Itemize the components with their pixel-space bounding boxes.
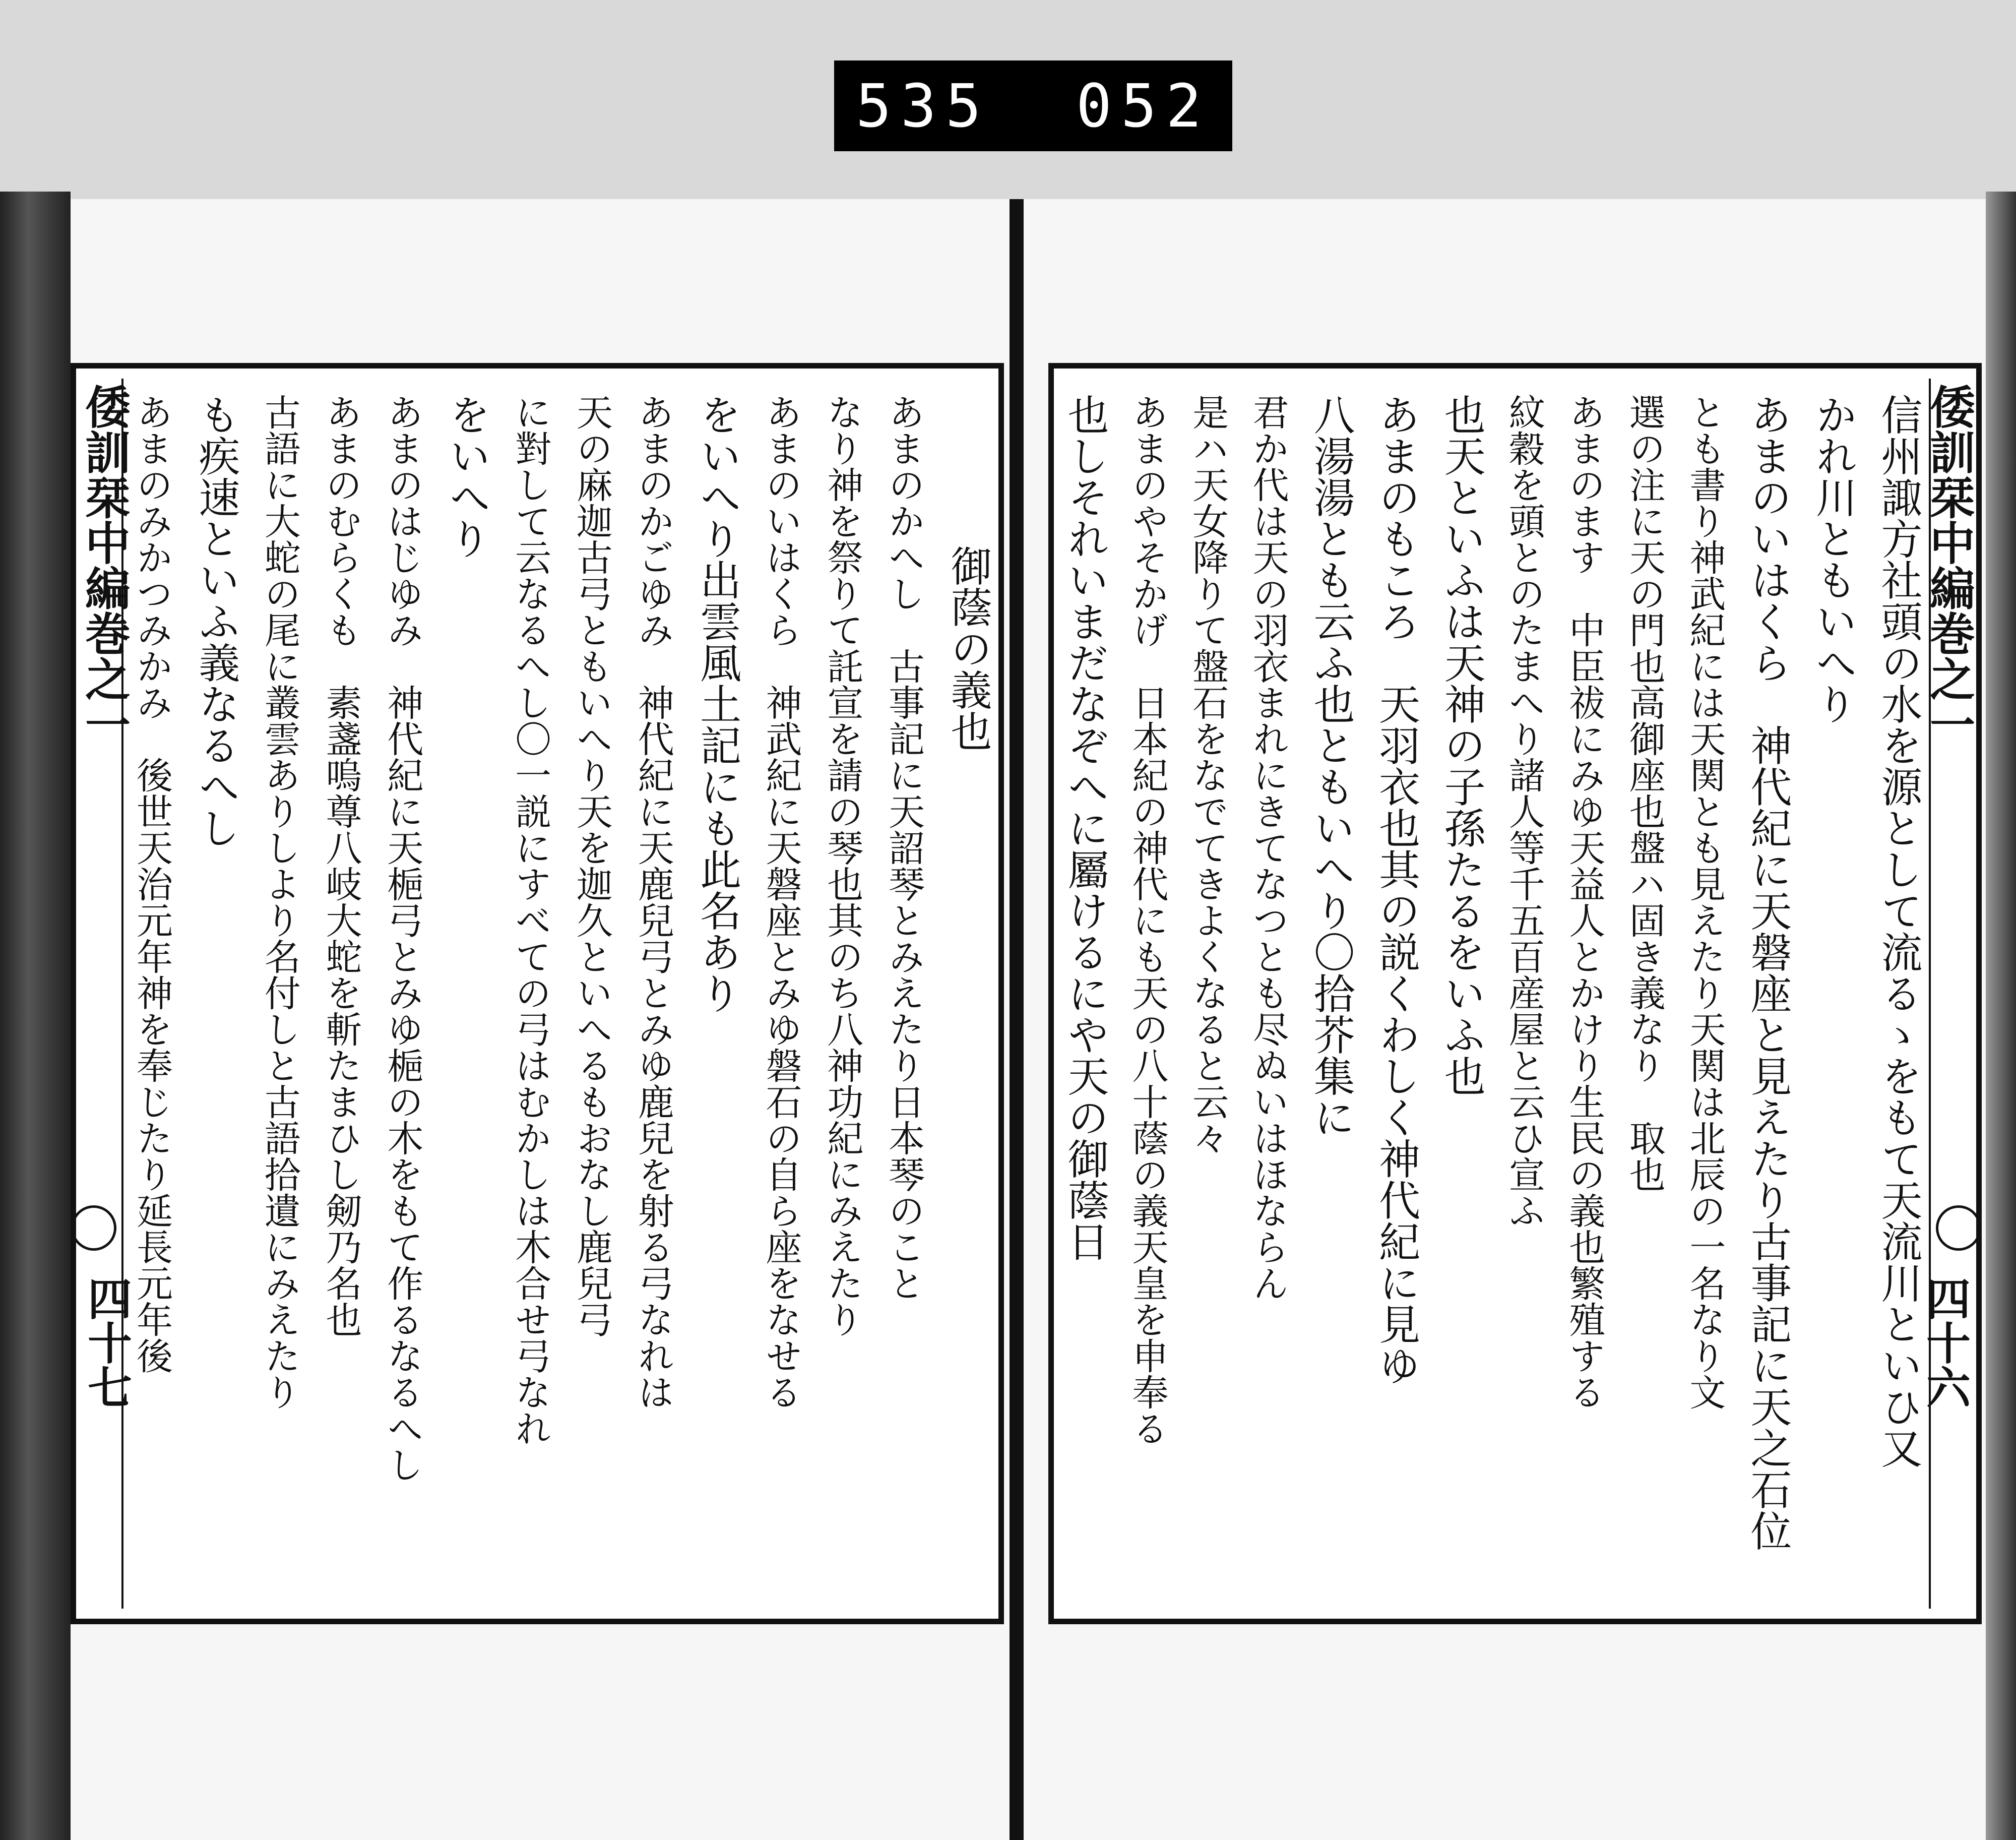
text-column: あまのいはくら 神武紀に天磐座とみゆ磐石の自ら座をなせる [760, 394, 802, 1410]
book-edge-right [1986, 192, 2016, 1840]
text-column: をいへり [443, 394, 491, 559]
text-column: あまのむらくも 素盞嗚尊八岐大蛇を斬たまひし剱乃名也 [320, 394, 362, 1337]
left-page-frame [121, 379, 998, 1609]
left-page-number: 四十七 [81, 1276, 133, 1409]
text-column: 天の麻迦古弓ともいへり天を迦久といへるもおなし鹿兒弓 [570, 394, 613, 1337]
text-column: あまのます 中臣祓にみゆ天益人とかけり生民の義也繁殖する [1563, 394, 1606, 1410]
text-column: あまのかへし 古事記に天詔琴とみえたり日本琴のこと [883, 394, 925, 1301]
catalog-label [834, 60, 1232, 151]
left-page-margin-title: 倭訓栞中編巻之一 [77, 384, 131, 747]
text-column: 也しそれいまだなぞへに屬けるにや天の御蔭日 [1061, 394, 1109, 1262]
text-column: あまのいはくら 神代紀に天磐座と見えたり古事記に天之石位 [1743, 394, 1792, 1551]
text-column: 君か代は天の羽衣まれにきてなつとも尽ぬいはほならん [1246, 394, 1289, 1301]
text-column: をいへり出雲風土記にも此名あり [693, 394, 741, 1014]
text-column: 也天といふは天神の子孫たるをいふ也 [1437, 394, 1486, 1096]
book-gutter [1010, 199, 1024, 1840]
left-page-text [131, 394, 992, 1593]
text-column: かれ川ともいへり [1809, 394, 1857, 724]
text-column: あまのはじゆみ 神代紀に天梔弓とみゆ梔の木をもて作るなるへし [381, 394, 424, 1483]
text-column: も疾速といふ義なるへし [192, 394, 240, 848]
catalog-label-left: 535 [855, 71, 990, 141]
text-column: あまのもころ 天羽衣也其の説くわしく神代紀に見ゆ [1372, 394, 1420, 1386]
text-column: 八湯湯とも云ふ也ともいへり〇拾芥集に [1307, 394, 1355, 1138]
text-column: 御蔭の義也 [943, 545, 992, 752]
book-edge-left [0, 192, 71, 1840]
text-column: あまのみかつみかみ 後世天治元年神を奉じたり延長元年後 [131, 394, 173, 1374]
text-column: 信州諏方社頭の水を源として流るゝをもて天流川といひ又 [1874, 394, 1922, 1468]
left-page-circle-mark [71, 1205, 116, 1251]
catalog-label-right: 052 [1076, 71, 1211, 141]
text-column: 古語に大蛇の尾に叢雲ありしより名付しと古語拾遺にみえたり [258, 394, 301, 1410]
text-column: あまのかごゆみ 神代紀に天鹿兒弓とみゆ鹿兒を射る弓なれは [632, 394, 674, 1410]
text-column: に對して云なるへし〇一説にすべての弓はむかしは木合せ弓なれ [509, 394, 552, 1446]
right-page-text [1061, 394, 1922, 1593]
right-page-margin-title: 倭訓栞中編巻之一 [1922, 384, 1975, 747]
text-column: 紋穀を頭とのたまへり諸人等千五百産屋と云ひ宣ふ [1502, 394, 1545, 1229]
text-column: あまのやそかげ 日本紀の神代にも天の八十蔭の義天皇を申奉る [1126, 394, 1169, 1446]
text-column: 是ハ天女降りて盤石をなでてきよくなると云々 [1186, 394, 1229, 1156]
right-page [1048, 363, 1982, 1624]
right-page-number: 四十六 [1919, 1276, 1972, 1409]
text-column: 選の注に天の門也高御座也盤ハ固き義なり 取也 [1623, 394, 1666, 1192]
left-page [71, 363, 1004, 1624]
text-column: なり神を祭りて託宣を請の琴也其のち八神功紀にみえたり [821, 394, 864, 1337]
right-page-frame [1054, 379, 1931, 1609]
right-page-circle-mark [1936, 1205, 1981, 1251]
text-column: とも書り神武紀には天関とも見えたり天関は北辰の一名なり文 [1683, 394, 1726, 1410]
